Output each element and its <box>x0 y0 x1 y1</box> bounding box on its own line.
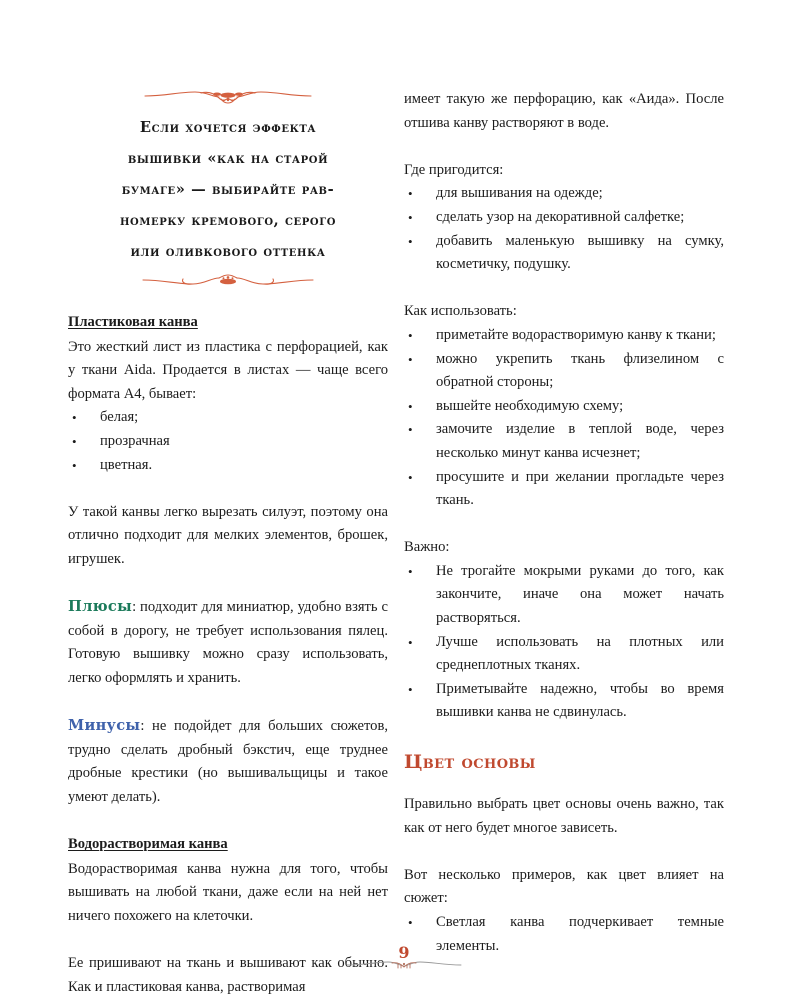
label-important: Важно: <box>404 539 450 556</box>
paragraph-color-2: Вот несколько примеров, как цвет влияет на сюжет: <box>404 866 724 907</box>
paragraph-plastic-intro: Это жесткий лист из пластика с перфорацией, как у ткани Aida. Продается в листах — чаще всего формата А4, бывает: <box>68 338 388 402</box>
pullquote-block <box>68 88 388 289</box>
right-column <box>404 88 724 958</box>
pullquote-line: Если хочется эффекта <box>139 119 317 136</box>
list-item: • белая; <box>68 406 388 430</box>
page-footer <box>0 945 808 972</box>
label-how-to-use: Как использовать: <box>404 303 517 320</box>
paragraph-plastic-after: У такой канвы легко вырезать силуэт, поэтому она отлично подходит для мелких элементов, брошек, игрушек. <box>68 503 388 567</box>
pullquote-line: вышивки «как на старой <box>127 150 329 167</box>
list-item: • Светлая канва подчеркивает темные элементы. <box>404 911 724 958</box>
pullquote-text <box>68 112 388 267</box>
text-pros: : подходит для миниатюр, удобно взять с собой в дорогу, не требует использования пялец. Готовую вышивку можно сразу использовать, легко оформлять и хранить. <box>68 599 388 686</box>
list-item: • добавить маленькую вышивку на сумку, косметичку, подушку. <box>404 230 724 277</box>
text-cons: : не подойдет для больших сюжетов, трудно сделать дробный бэкстич, еще труднее дробные крестики (но вышивальщицы и такое умеют делать). <box>68 718 388 805</box>
list-item: • для вышивания на одежде; <box>404 182 724 206</box>
subheading-plastic-canvas: Пластиковая канва <box>68 314 198 330</box>
label-where-useful: Где пригодится: <box>404 161 504 178</box>
list-item: • прозрачная <box>68 430 388 454</box>
paragraph-water-soluble-1: Водорастворимая канва нужна для того, чтобы вышивать на любой ткани, даже если на ней нет ничего похожего на клеточки. <box>68 860 388 924</box>
ornament-divider-bottom-icon <box>139 273 317 289</box>
left-column <box>68 88 388 999</box>
list-item: • вышейте необходимую схему; <box>404 395 724 419</box>
list-item: • цветная. <box>68 454 388 478</box>
paragraph-plastic-cons <box>68 714 388 809</box>
paragraph-water-soluble-2: Ее пришивают на ткань и вышивают как обычно. Как и пластиковая канва, растворимая <box>68 955 388 995</box>
paragraph-plastic-pros <box>68 595 388 690</box>
list-item: • приметайте водорастворимую канву к ткани; <box>404 324 724 348</box>
list-item: • Не трогайте мокрыми руками до того, как закончите, иначе она может начать растворяться. <box>404 560 724 631</box>
list-where-useful <box>404 182 724 276</box>
ornament-divider-top-icon <box>139 88 317 104</box>
pullquote-line: или оливкового оттенка <box>130 243 326 260</box>
list-plastic-types <box>68 406 388 477</box>
section-heading-color-base: Цвет основы <box>404 751 536 774</box>
pullquote-line: номерку кремового, серого <box>119 212 337 229</box>
pullquote-line: бумаге» — выбирайте рав- <box>121 181 335 198</box>
list-item: • Приметывайте надежно, чтобы во время вышивки канва не сдвинулась. <box>404 678 724 725</box>
list-item: • Лучше использовать на плотных или среднеплотных тканях. <box>404 631 724 678</box>
list-important <box>404 560 724 725</box>
list-how-to-use <box>404 324 724 513</box>
list-item: • можно укрепить ткань флизелином с обратной стороны; <box>404 348 724 395</box>
label-cons: Минусы <box>68 717 141 735</box>
list-item: • замочите изделие в теплой воде, через несколько минут канва исчезнет; <box>404 418 724 465</box>
list-item: • сделать узор на декоративной салфетке; <box>404 206 724 230</box>
spacer <box>68 809 388 833</box>
subheading-water-soluble-canvas: Водорастворимая канва <box>68 836 228 853</box>
paragraph-continuation: имеет такую же перфорацию, как «Аида». После отшива канву растворяют в воде. <box>404 91 724 131</box>
paragraph-color-1: Правильно выбрать цвет основы очень важно, так как от него будет многое зависеть. <box>404 796 724 836</box>
label-pros: Плюсы <box>68 598 133 616</box>
list-item: • просушите и при желании прогладьте через ткань. <box>404 466 724 513</box>
page-number: 9 <box>398 943 410 962</box>
